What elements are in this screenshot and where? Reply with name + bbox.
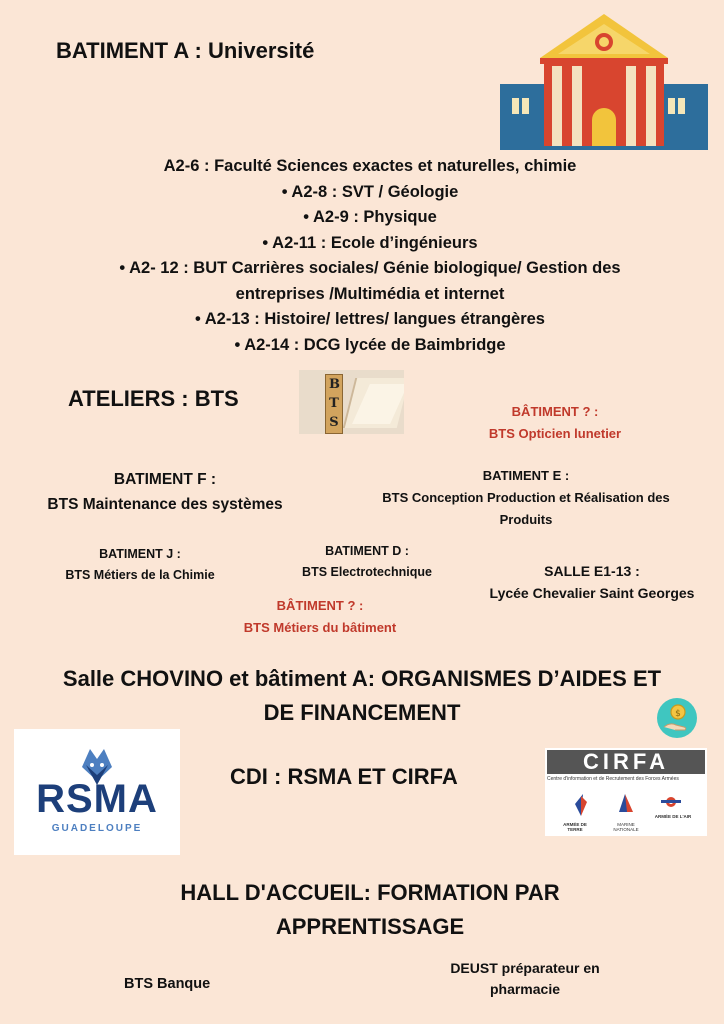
organismes-title-line-2: DE FINANCEMENT [263, 700, 461, 725]
hall-title-line-1: HALL D'ACCUEIL: FORMATION PAR [180, 880, 560, 905]
list-item: • A2-11 : Ecole d’ingénieurs [262, 233, 478, 252]
opticien-block [470, 401, 640, 445]
opticien-text: BTS Opticien lunetier [488, 426, 622, 441]
cirfa-marine-text: MARINE NATIONALE [613, 822, 639, 832]
cirfa-air-text: ARMÉE DE L'AIR [654, 814, 692, 819]
list-item: A2-6 : Faculté Sciences exactes et naturelles, chimie [163, 157, 577, 175]
batiment-e-block [336, 465, 716, 531]
batiment-j-text: BTS Métiers de la Chimie [65, 568, 215, 582]
list-item: • A2-9 : Physique [303, 208, 437, 226]
batiment-f-heading: BATIMENT F : [113, 471, 217, 488]
university-building-icon [500, 12, 710, 150]
rsma-logo [14, 729, 180, 855]
salle-e1-heading: SALLE E1-13 : [544, 563, 640, 579]
building-a-list [40, 154, 700, 358]
bts-banque: BTS Banque [124, 976, 211, 992]
svg-text:$: $ [675, 709, 681, 719]
batiment-btp-block [210, 595, 430, 639]
hall-title-line-2: APPRENTISSAGE [275, 914, 465, 939]
cdi-title: CDI : RSMA ET CIRFA [230, 764, 458, 789]
financial-aid-icon [656, 697, 698, 739]
salle-e1-block [462, 560, 722, 604]
deust-block [420, 958, 630, 1000]
cirfa-main-text: CIRFA [547, 750, 705, 774]
batiment-e-heading: BATIMENT E : [482, 468, 570, 483]
batiment-d-text: BTS Electrotechnique [302, 565, 432, 579]
batiment-btp-heading: BÂTIMENT ? : [276, 598, 364, 613]
batiment-d-block [282, 541, 452, 583]
organismes-title [0, 662, 724, 730]
batiment-e-text-1: BTS Conception Production et Réalisation des [382, 490, 670, 505]
organismes-title-line-1: Salle CHOVINO et bâtiment A: ORGANISMES D’AIDES ET [62, 666, 662, 691]
deust-line-2: pharmacie [489, 981, 561, 997]
batiment-f-block [10, 467, 320, 517]
salle-e1-text: Lycée Chevalier Saint Georges [489, 585, 695, 601]
list-item: • A2-8 : SVT / Géologie [281, 182, 459, 201]
building-a-title: BATIMENT A : Université [56, 38, 315, 63]
cirfa-logo [545, 748, 707, 836]
bts-image-label: B T S [329, 377, 340, 430]
batiment-e-text-2: Produits [499, 512, 553, 527]
list-item: • A2- 12 : BUT Carrières sociales/ Génie biologique/ Gestion des [119, 259, 621, 277]
list-item: • A2-13 : Histoire/ lettres/ langues étrangères [195, 310, 545, 328]
batiment-d-heading: BATIMENT D : [325, 544, 409, 558]
cirfa-terre-text: ARMÉE DE TERRE [563, 822, 587, 832]
batiment-f-text: BTS Maintenance des systèmes [47, 496, 283, 513]
deust-line-1: DEUST préparateur en [450, 960, 600, 976]
list-item: entreprises /Multimédia et internet [235, 284, 505, 303]
rsma-sub-text: GUADELOUPE [51, 823, 143, 834]
opticien-heading: BÂTIMENT ? : [511, 404, 599, 419]
cirfa-sub-text: Centre d'information et de Recrutement des Forces Armées [547, 776, 679, 782]
rsma-main-text: RSMA [36, 777, 158, 821]
bts-book-image [299, 370, 404, 434]
batiment-btp-text: BTS Métiers du bâtiment [243, 620, 397, 635]
batiment-j-heading: BATIMENT J : [99, 547, 181, 561]
list-item: • A2-14 : DCG lycée de Baimbridge [234, 335, 506, 354]
hall-title [90, 876, 650, 944]
batiment-j-block [40, 544, 240, 586]
ateliers-title: ATELIERS : BTS [68, 386, 239, 411]
